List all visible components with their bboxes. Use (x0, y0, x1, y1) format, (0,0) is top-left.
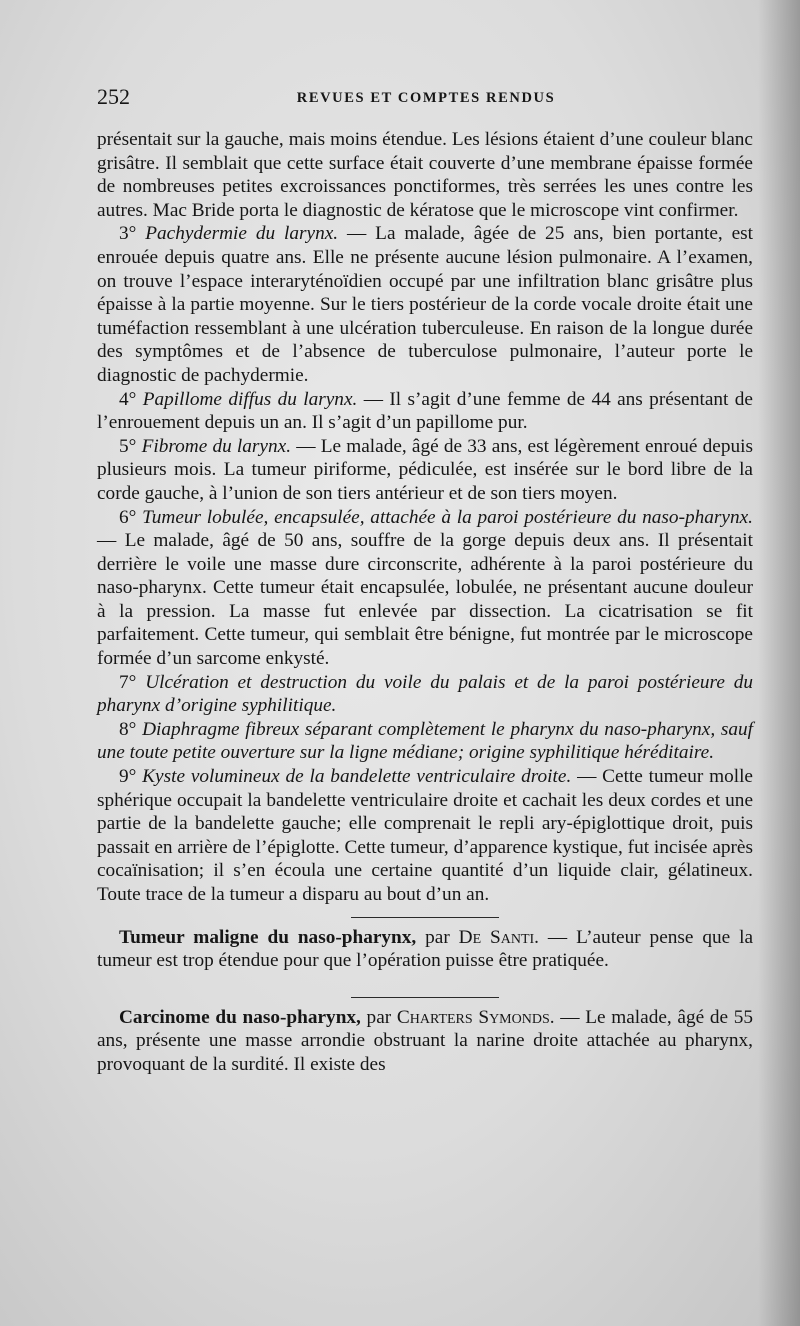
case-9-paragraph (97, 765, 753, 907)
review-author: Charters Symonds. (396, 1006, 555, 1028)
case-text: — Le malade, âgé de 33 ans, est légèrement enroué depuis plusieurs mois. La tumeur piriforme, pédiculée, est insérée sur le bord libre de la corde gauche, à l’union de son tiers antérieur et de son tiers moyen. (97, 435, 753, 504)
case-text: — La malade, âgée de 25 ans, bien portante, est enrouée depuis quatre ans. Elle ne présente aucune lésion pulmonaire. A l’examen, on trouve l’espace interaryténoïdien occupé par une infiltration blanc grisâtre plus épaisse à la partie moyenne. Sur le tiers postérieur de la corde vocale droite était une tuméfaction ressemblant à une ulcération tuberculeuse. En raison de la longue durée des symptômes et de l’absence de tuberculose pulmonaire, l’auteur porte le diagnostic de pachydermie. (97, 223, 754, 386)
case-title: Diaphragme fibreux séparant complètement le pharynx du naso-pharynx, sauf une toute petite ouverture sur la ligne médiane; origine syphilitique héréditaire. (97, 718, 754, 764)
review-text: — Le malade, âgé de 55 ans, présente une masse arrondie obstruant la narine droite attachée au pharynx, provoquant de la surdité. Il existe des (97, 1006, 753, 1075)
page-number: 252 (97, 84, 130, 109)
case-title: Pachydermie du larynx. (145, 223, 339, 245)
review-author: De Santi. (458, 926, 539, 948)
case-7-paragraph (97, 671, 753, 718)
review-par: par (416, 926, 459, 948)
case-text: — Le malade, âgé de 50 ans, souffre de la gorge depuis deux ans. Il présentait derrière le voile une masse dure circonscrite, adhérente à la paroi postérieure du naso-pharynx. Cette tumeur était encapsulée, lobulée, ne présentant aucune douleur à la pression. La masse fut enlevée par dissection. La cicatrisation se fit parfaitement. Cette tumeur, qui semblait être bénigne, fut montrée par le microscope formée d’un sarcome enkysté. (97, 530, 753, 670)
review-charters-symonds (97, 1006, 753, 1077)
case-title: Fibrome du larynx. (141, 435, 292, 457)
case-text: — Cette tumeur molle sphérique occupait la bandelette ventriculaire droite et cachait les deux cordes et une partie de la bandelette gauche; elle comprenait le repli ary-épiglottique droit, puis passait en arrière de l’épiglotte. Cette tumeur, d’apparence kystique, fut incisée après cocaïnisation; il s’en écoula une certaine quantité d’un liquide clair, gélatineux. Toute trace de la tumeur a disparu au bout d’un an. (97, 766, 753, 905)
case-number: 9° (119, 766, 137, 788)
case-title: Papillome diffus du larynx. (142, 388, 358, 410)
case-title: Ulcération et destruction du voile du palais et de la paroi postérieure du pharynx d’origine syphilitique. (97, 671, 753, 717)
section-divider (351, 997, 499, 998)
review-title: Carcinome du naso-pharynx, (119, 1006, 361, 1028)
section-divider (351, 917, 499, 918)
review-de-santi (97, 926, 753, 973)
case-text: — Il s’agit d’une femme de 44 ans présentant de l’enrouement depuis un an. Il s’agit d’un papillome pur. (97, 388, 753, 434)
page-header (97, 84, 755, 110)
case-4-paragraph (97, 388, 753, 435)
case-number: 6° (119, 506, 137, 528)
case-5-paragraph (97, 435, 753, 506)
review-text: — L’auteur pense que la tumeur est trop étendue pour que l’opération puisse être pratiquée. (97, 926, 754, 972)
case-title: Kyste volumineux de la bandelette ventriculaire droite. (142, 766, 572, 788)
review-par: par (360, 1006, 397, 1028)
case-3-paragraph (97, 222, 753, 387)
case-6-paragraph (97, 506, 753, 671)
review-title: Tumeur maligne du naso-pharynx, (119, 926, 417, 948)
case-8-paragraph (97, 718, 753, 765)
case-number: 3° (119, 223, 137, 245)
case-number: 8° (119, 718, 137, 740)
page-body (97, 128, 753, 1077)
running-title: REVUES ET COMPTES RENDUS (296, 90, 556, 106)
case-number: 4° (119, 388, 137, 410)
case-number: 5° (119, 435, 137, 457)
case-number: 7° (119, 671, 137, 693)
case-title: Tumeur lobulée, encapsulée, attachée à la paroi postérieure du naso-pharynx. (142, 506, 753, 528)
paragraph-continuation: présentait sur la gauche, mais moins étendue. Les lésions étaient d’une couleur blanc grisâtre. Il semblait que cette surface était couverte d’une membrane épaisse formée de nombreuses petites excroissances ponctiformes, très serrées les unes contre les autres. Mac Bride porta le diagnostic de kératose que le microscope vint confirmer. (97, 129, 753, 221)
